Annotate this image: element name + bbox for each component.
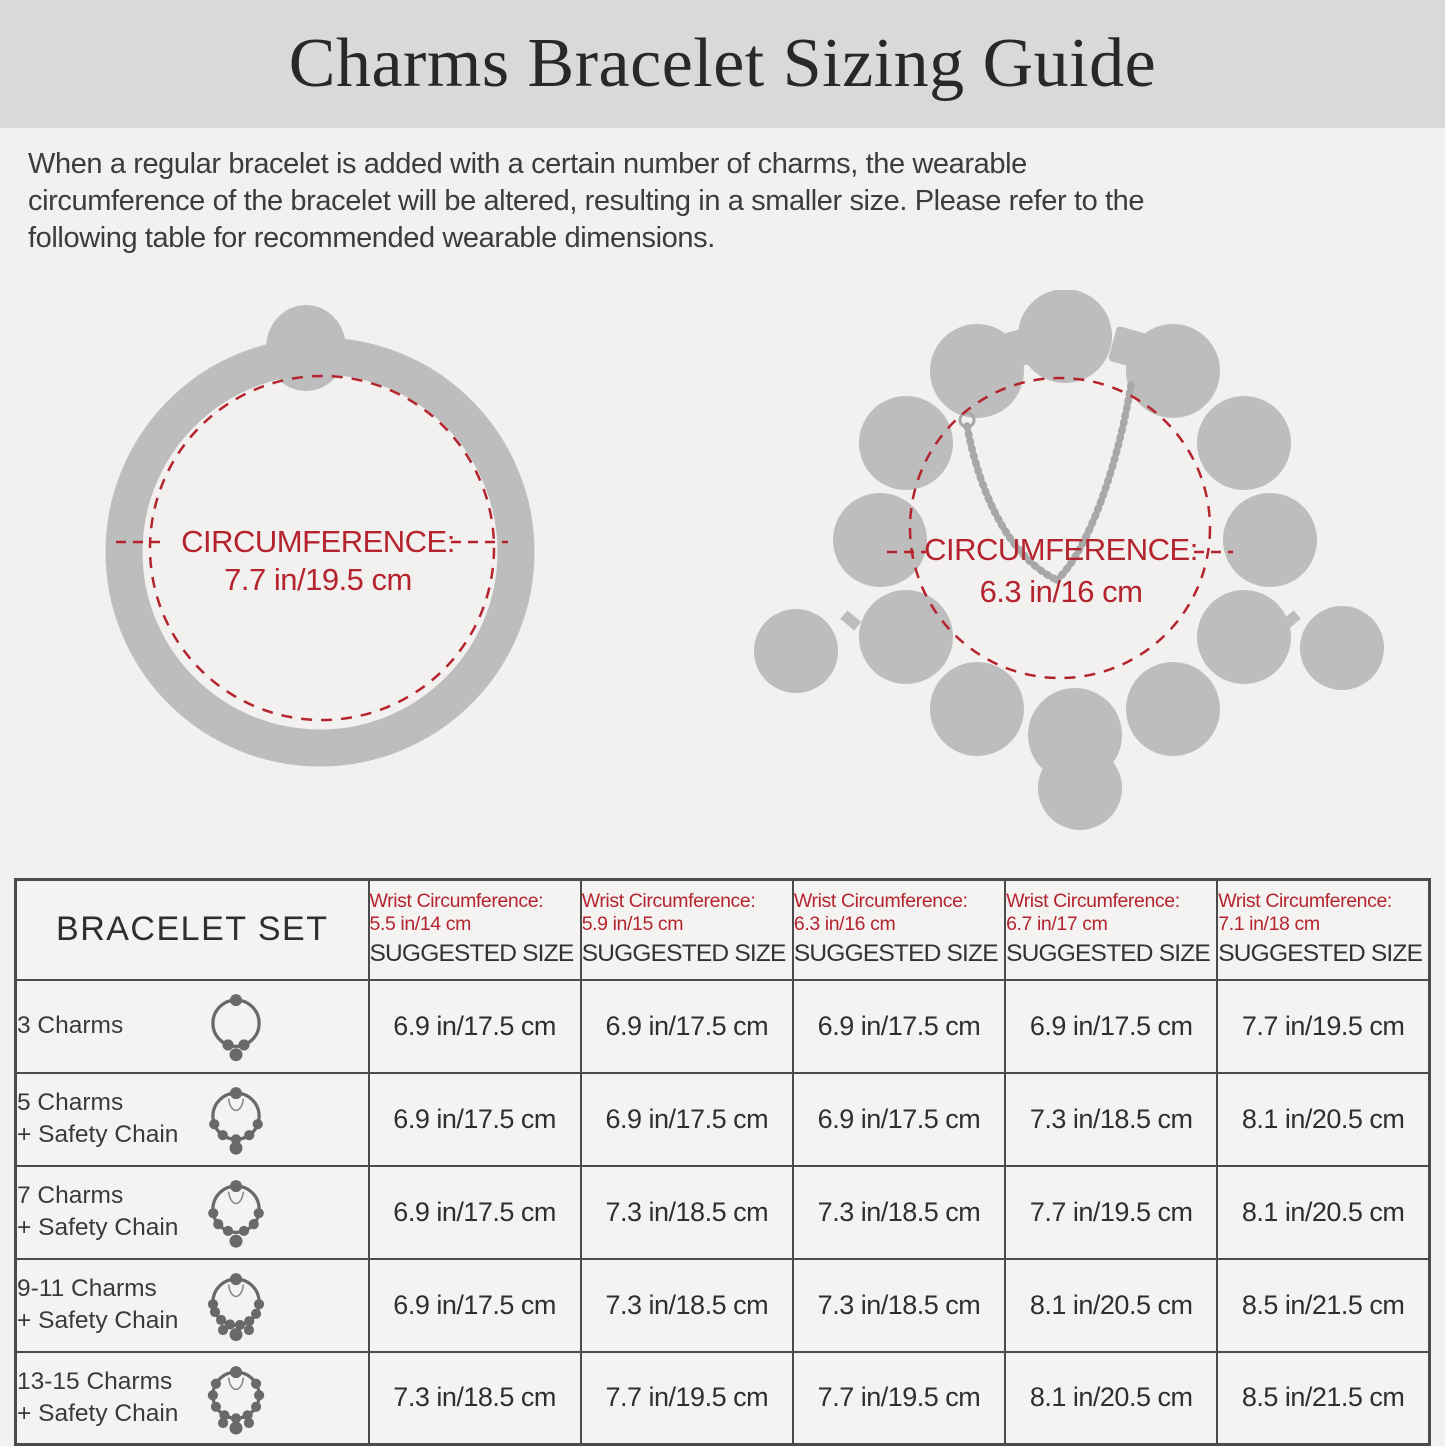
size-cell: 7.3 in/18.5 cm: [793, 1166, 1005, 1259]
column-header-wrist-7-1: [1217, 880, 1429, 980]
charm-bead: [930, 662, 1024, 756]
size-cell: 6.9 in/17.5 cm: [581, 980, 793, 1073]
charm-bracelet-diagram: [745, 290, 1405, 850]
bracelet-clasp-charm: [1018, 290, 1112, 383]
size-cell: 7.3 in/18.5 cm: [581, 1259, 793, 1352]
wrist-circumference-label: Wrist Circumference:: [369, 890, 544, 913]
bracelet-set-cell: [16, 1352, 369, 1445]
bracelet-set-cell: [16, 1073, 369, 1166]
suggested-size-label: SUGGESTED SIZE: [1006, 940, 1210, 968]
table-row-7-charms: [16, 1166, 1430, 1259]
bracelet-13-15-charms-safety-chain-icon: [199, 1356, 273, 1440]
size-cell: 8.1 in/20.5 cm: [1005, 1259, 1217, 1352]
charm-bead: [1126, 324, 1220, 418]
size-cell: 6.9 in/17.5 cm: [793, 980, 1005, 1073]
set-label: 9-11 Charms + Safety Chain: [17, 1275, 179, 1334]
charm-bead: [1126, 662, 1220, 756]
charm-bracelet-illustration: [745, 290, 1405, 850]
charm-bead: [1197, 590, 1291, 684]
column-header-wrist-6-3: [793, 880, 1005, 980]
intro-line: following table for recommended wearable dimensions.: [28, 222, 715, 254]
table-row-9-11-charms: [16, 1259, 1430, 1352]
plain-bracelet-diagram: [60, 290, 580, 850]
size-cell: 7.7 in/19.5 cm: [581, 1352, 793, 1445]
bracelet-set-cell: [16, 980, 369, 1073]
charm-bead: [1197, 396, 1291, 490]
intro-line: When a regular bracelet is added with a certain number of charms, the wearable: [28, 148, 1027, 180]
size-cell: 7.3 in/18.5 cm: [793, 1259, 1005, 1352]
suggested-size-label: SUGGESTED SIZE: [581, 940, 786, 968]
set-label: 5 Charms + Safety Chain: [17, 1089, 179, 1148]
table-row-5-charms: [16, 1073, 1430, 1166]
circumference-label: CIRCUMFERENCE:: [924, 532, 1198, 567]
size-cell: 6.9 in/17.5 cm: [369, 1073, 581, 1166]
charm-bead: [1223, 493, 1317, 587]
circumference-value: 6.3 in/16 cm: [979, 574, 1143, 609]
wrist-circumference-value: 7.1 in/18 cm: [1218, 913, 1320, 936]
bracelet-set-header: BRACELET SET: [16, 880, 369, 980]
title-banner: [0, 0, 1445, 128]
bracelet-7-charms-safety-chain-icon: [199, 1170, 273, 1254]
wrist-circumference-label: Wrist Circumference:: [1006, 890, 1180, 913]
circumference-dashed-circle: [910, 378, 1210, 678]
column-header-wrist-6-7: [1005, 880, 1217, 980]
size-cell: 6.9 in/17.5 cm: [1005, 980, 1217, 1073]
wrist-circumference-value: 6.3 in/16 cm: [793, 913, 896, 936]
size-cell: 7.7 in/19.5 cm: [1005, 1166, 1217, 1259]
size-cell: 7.7 in/19.5 cm: [793, 1352, 1005, 1445]
table-row-13-15-charms: [16, 1352, 1430, 1445]
table-row-3-charms: [16, 980, 1430, 1073]
wrist-circumference-value: 5.5 in/14 cm: [369, 913, 471, 936]
set-label: 3 Charms: [17, 1012, 124, 1039]
set-label: 13-15 Charms + Safety Chain: [17, 1367, 179, 1427]
charm-bead: [930, 324, 1024, 418]
dangle-charm-left: [754, 609, 838, 693]
charm-bead: [859, 396, 953, 490]
sizing-table: [14, 878, 1431, 1446]
wrist-circumference-label: Wrist Circumference:: [1218, 890, 1392, 913]
set-label: 7 Charms + Safety Chain: [17, 1182, 179, 1241]
charm-bead: [859, 590, 953, 684]
size-cell: 7.3 in/18.5 cm: [581, 1166, 793, 1259]
page-title: Charms Bracelet Sizing Guide: [288, 25, 1157, 102]
charm-bead: [833, 493, 927, 587]
bracelet-set-cell: [16, 1259, 369, 1352]
wrist-circumference-label: Wrist Circumference:: [793, 890, 968, 913]
size-cell: 6.9 in/17.5 cm: [369, 1259, 581, 1352]
wrist-circumference-value: 5.9 in/15 cm: [581, 913, 684, 936]
dangle-bail: [840, 610, 861, 630]
size-cell: 8.5 in/21.5 cm: [1217, 1259, 1429, 1352]
wrist-circumference-value: 6.7 in/17 cm: [1006, 913, 1108, 936]
size-cell: 6.9 in/17.5 cm: [793, 1073, 1005, 1166]
bracelet-set-cell: [16, 1166, 369, 1259]
suggested-size-label: SUGGESTED SIZE: [1218, 940, 1423, 968]
dangle-charm-bottom: [1038, 746, 1122, 830]
bracelet-3-charms-icon: [199, 984, 273, 1068]
circumference-label: CIRCUMFERENCE:: [181, 524, 455, 559]
intro-line: circumference of the bracelet will be altered, resulting in a smaller size. Please refer to the: [28, 185, 1145, 217]
bracelet-9-11-charms-safety-chain-icon: [199, 1263, 273, 1347]
size-cell: 6.9 in/17.5 cm: [369, 1166, 581, 1259]
suggested-size-label: SUGGESTED SIZE: [793, 940, 998, 968]
size-cell: 7.3 in/18.5 cm: [1005, 1073, 1217, 1166]
circumference-value: 7.7 in/19.5 cm: [224, 562, 412, 597]
suggested-size-label: SUGGESTED SIZE: [369, 940, 574, 968]
intro-text: [28, 146, 1423, 257]
table-header-row: [16, 880, 1430, 980]
size-cell: 7.7 in/19.5 cm: [1217, 980, 1429, 1073]
size-cell: 6.9 in/17.5 cm: [581, 1073, 793, 1166]
column-header-wrist-5-5: [369, 880, 581, 980]
size-cell: 7.3 in/18.5 cm: [369, 1352, 581, 1445]
bracelet-5-charms-safety-chain-icon: [199, 1077, 273, 1161]
column-header-wrist-5-9: [581, 880, 793, 980]
size-cell: 8.1 in/20.5 cm: [1217, 1166, 1429, 1259]
size-cell: 8.5 in/21.5 cm: [1217, 1352, 1429, 1445]
dangle-charm-right: [1300, 606, 1384, 690]
wrist-circumference-label: Wrist Circumference:: [581, 890, 756, 913]
bracelet-clasp: [266, 305, 346, 391]
plain-bracelet-illustration: [60, 290, 580, 850]
size-cell: 6.9 in/17.5 cm: [369, 980, 581, 1073]
size-cell: 8.1 in/20.5 cm: [1005, 1352, 1217, 1445]
size-cell: 8.1 in/20.5 cm: [1217, 1073, 1429, 1166]
